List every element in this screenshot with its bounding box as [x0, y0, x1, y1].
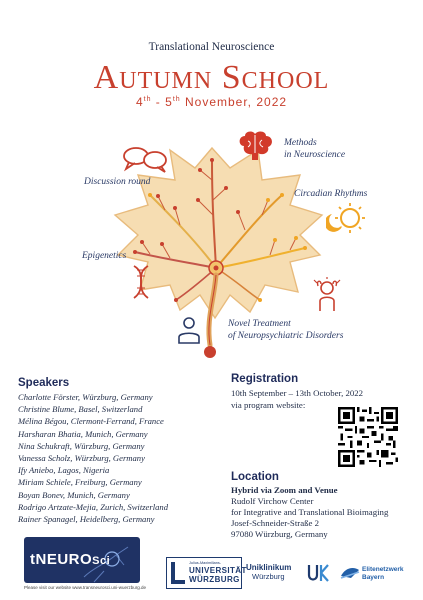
speaker-item: Mélina Bégou, Clermont-Ferrand, France	[18, 416, 164, 427]
title-rest-a: UTUMN	[119, 68, 213, 94]
speaker-item: Vanessa Scholz, Würzburg, Germany	[18, 453, 145, 464]
uni-name-b: WÜRZBURG	[189, 575, 240, 584]
speakers-section	[18, 377, 168, 525]
registration-section	[231, 373, 363, 411]
uk-name-b: Würzburg	[252, 572, 285, 581]
location-line1: Rudolf Virchow Center	[231, 496, 314, 506]
tn-logo-sci: Sci	[92, 555, 111, 567]
uk-mark-icon	[305, 561, 331, 585]
title-rest-s: CHOOL	[241, 68, 330, 94]
topic-novel-treatment	[228, 318, 343, 342]
speaker-item: Ify Aniebo, Lagos, Nigeria	[18, 465, 110, 476]
registration-via: via program website:	[231, 399, 306, 410]
topic-methods	[284, 137, 345, 161]
topic-methods-line2: in Neuroscience	[284, 150, 346, 160]
date-sup2: th	[172, 96, 181, 103]
university-wuerzburg-logo[interactable]	[166, 557, 247, 589]
date-sup1: th	[143, 96, 152, 103]
person-icon	[176, 315, 202, 345]
location-section	[231, 471, 388, 540]
speaker-item: Rainer Spanagel, Heidelberg, Germany	[18, 514, 155, 525]
uni-small: Julius-Maximilians-	[189, 561, 222, 565]
transneurosci-logo-text	[30, 551, 110, 568]
location-line3: Josef-Schneider-Straße 2	[231, 518, 320, 528]
uk-mark-logo[interactable]	[305, 561, 331, 590]
brain-icon	[236, 128, 276, 162]
transneurosci-logo[interactable]	[24, 537, 140, 583]
elitenetzwerk-logo[interactable]	[362, 566, 404, 581]
speakers-heading: Speakers	[18, 377, 70, 389]
date-month-year: November, 2022	[180, 95, 288, 109]
event-subtitle: Translational Neuroscience	[148, 41, 275, 53]
elite-name-a: Elitenetzwerk	[362, 566, 404, 573]
speaker-item: Miriam Schiele, Freiburg, Germany	[18, 477, 142, 488]
speaker-item: Nina Schukraft, Würzburg, Germany	[18, 440, 145, 451]
topic-novel-line2: of Neuropsychiatric Disorders	[228, 331, 344, 341]
speaker-item: Rodrigo Artzate-Mejia, Zurich, Switzerland	[18, 501, 168, 512]
elite-name-b: Bayern	[362, 573, 385, 581]
location-line2: for Integrative and Translational Bioimaging	[231, 507, 389, 517]
speaker-item: Harsharan Bhatia, Munich, Germany	[18, 428, 148, 439]
sun-moon-icon	[326, 200, 370, 236]
topic-circadian: Circadian Rhythms	[294, 189, 368, 199]
title-cap-a: A	[93, 59, 120, 96]
speaker-item: Boyan Bonev, Munich, Germany	[18, 489, 130, 500]
stressed-person-icon	[312, 276, 342, 314]
location-venue: Hybrid via Zoom and Venue	[231, 485, 338, 495]
transneurosci-url[interactable]: Please visit our website www.transneurosci.uni-wuerzburg.de	[24, 585, 147, 590]
title-cap-s: S	[221, 59, 242, 96]
uni-name-a: UNIVERSITÄT	[189, 566, 247, 575]
tn-logo-main: tNEURO	[30, 551, 93, 568]
topic-epigenetics: Epigenetics	[82, 251, 127, 261]
speaker-item: Charlotte Förster, Würzburg, Germany	[18, 392, 153, 402]
topic-methods-line1: Methods	[284, 138, 317, 148]
university-mark-icon	[171, 562, 185, 584]
speakers-list	[18, 391, 168, 525]
topic-discussion: Discussion round	[84, 177, 151, 187]
speech-bubbles-icon	[121, 144, 171, 174]
uniklinikum-logo[interactable]	[246, 563, 291, 581]
topic-novel-line1: Novel Treatment	[228, 319, 291, 329]
location-line4: 97080 Würzburg, Germany	[231, 529, 328, 539]
registration-heading: Registration	[231, 373, 299, 385]
dna-icon	[128, 264, 154, 300]
elitenetzwerk-icon	[339, 564, 361, 582]
speaker-item: Christine Blume, Basel, Switzerland	[18, 404, 143, 415]
qr-code[interactable]	[338, 407, 398, 467]
registration-period: 10th September – 13th October, 2022	[231, 388, 364, 398]
date-day1: 4	[135, 95, 144, 109]
location-heading: Location	[231, 471, 279, 483]
date-day2: - 5	[151, 95, 173, 109]
uk-name-a: Uniklinikum	[246, 563, 292, 572]
